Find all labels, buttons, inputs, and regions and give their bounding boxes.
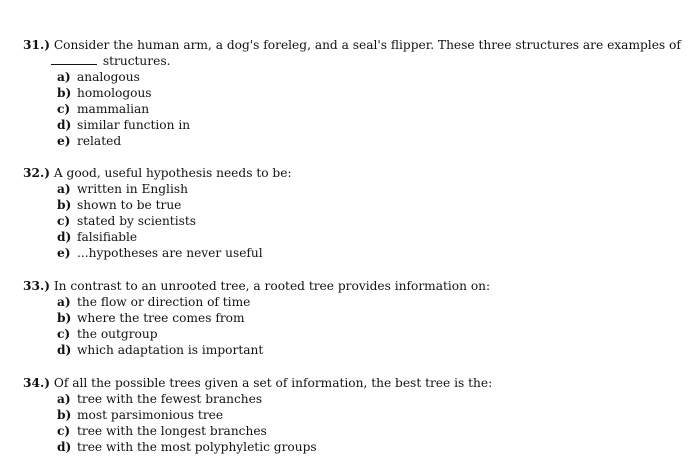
option-letter: b) [57, 198, 72, 212]
option-letter: d) [57, 440, 72, 454]
option-d [23, 229, 693, 245]
option-letter: c) [57, 102, 71, 116]
option-letter: d) [57, 343, 72, 357]
option-text: shown to be true [77, 198, 182, 212]
question-stem [23, 375, 693, 391]
option-e [23, 133, 693, 149]
option-text: tree with the longest branches [77, 424, 267, 438]
option-letter: e) [57, 246, 71, 260]
question-text: Consider the human arm, a dog's foreleg, and a seal's flipper. These three structures are examples of [53, 38, 681, 52]
option-b [23, 85, 693, 101]
question-text: In contrast to an unrooted tree, a rooted tree provides information on: [53, 279, 491, 293]
question-31 [23, 37, 693, 149]
option-letter: b) [57, 311, 72, 325]
option-text: where the tree comes from [77, 311, 245, 325]
option-text: similar function in [77, 118, 191, 132]
option-letter: c) [57, 424, 71, 438]
answer-options [23, 391, 693, 455]
option-d [23, 342, 693, 358]
option-letter: d) [57, 118, 72, 132]
option-text: written in English [77, 182, 188, 196]
option-letter: b) [57, 86, 72, 100]
option-letter: b) [57, 408, 72, 422]
question-text-continuation: structures. [102, 54, 171, 68]
question-stem-continuation [23, 53, 693, 69]
question-number: 34.) [23, 376, 50, 390]
option-c [23, 326, 693, 342]
option-letter: d) [57, 230, 72, 244]
option-b [23, 310, 693, 326]
question-number: 32.) [23, 166, 50, 180]
question-text: A good, useful hypothesis needs to be: [53, 166, 292, 180]
question-text: Of all the possible trees given a set of information, the best tree is the: [53, 376, 493, 390]
option-text: mammalian [77, 102, 150, 116]
option-text: related [77, 134, 122, 148]
option-letter: a) [57, 70, 71, 84]
option-text: falsifiable [77, 230, 138, 244]
option-letter: a) [57, 182, 71, 196]
fill-in-blank [51, 53, 97, 65]
question-number: 33.) [23, 279, 50, 293]
option-c [23, 423, 693, 439]
option-text: analogous [77, 70, 140, 84]
question-34 [23, 375, 693, 455]
option-letter: e) [57, 134, 71, 148]
question-number: 31.) [23, 38, 50, 52]
option-c [23, 101, 693, 117]
option-c [23, 213, 693, 229]
question-33 [23, 278, 693, 358]
option-text: tree with the fewest branches [77, 392, 263, 406]
question-stem [23, 165, 693, 181]
option-a [23, 69, 693, 85]
option-b [23, 407, 693, 423]
option-d [23, 117, 693, 133]
question-stem [23, 278, 693, 294]
option-text: tree with the most polyphyletic groups [77, 440, 317, 454]
option-text: most parsimonious tree [77, 408, 224, 422]
option-d [23, 439, 693, 455]
option-letter: c) [57, 327, 71, 341]
option-letter: c) [57, 214, 71, 228]
option-a [23, 181, 693, 197]
answer-options [23, 181, 693, 261]
answer-options [23, 69, 693, 149]
option-text: ...hypotheses are never useful [77, 246, 263, 260]
option-a [23, 294, 693, 310]
question-stem [23, 37, 693, 53]
answer-options [23, 294, 693, 358]
option-b [23, 197, 693, 213]
question-32 [23, 165, 693, 261]
option-text: which adaptation is important [77, 343, 264, 357]
option-a [23, 391, 693, 407]
option-text: homologous [77, 86, 152, 100]
option-text: stated by scientists [77, 214, 197, 228]
option-text: the flow or direction of time [77, 295, 251, 309]
option-letter: a) [57, 392, 71, 406]
option-e [23, 245, 693, 261]
option-text: the outgroup [77, 327, 158, 341]
option-letter: a) [57, 295, 71, 309]
